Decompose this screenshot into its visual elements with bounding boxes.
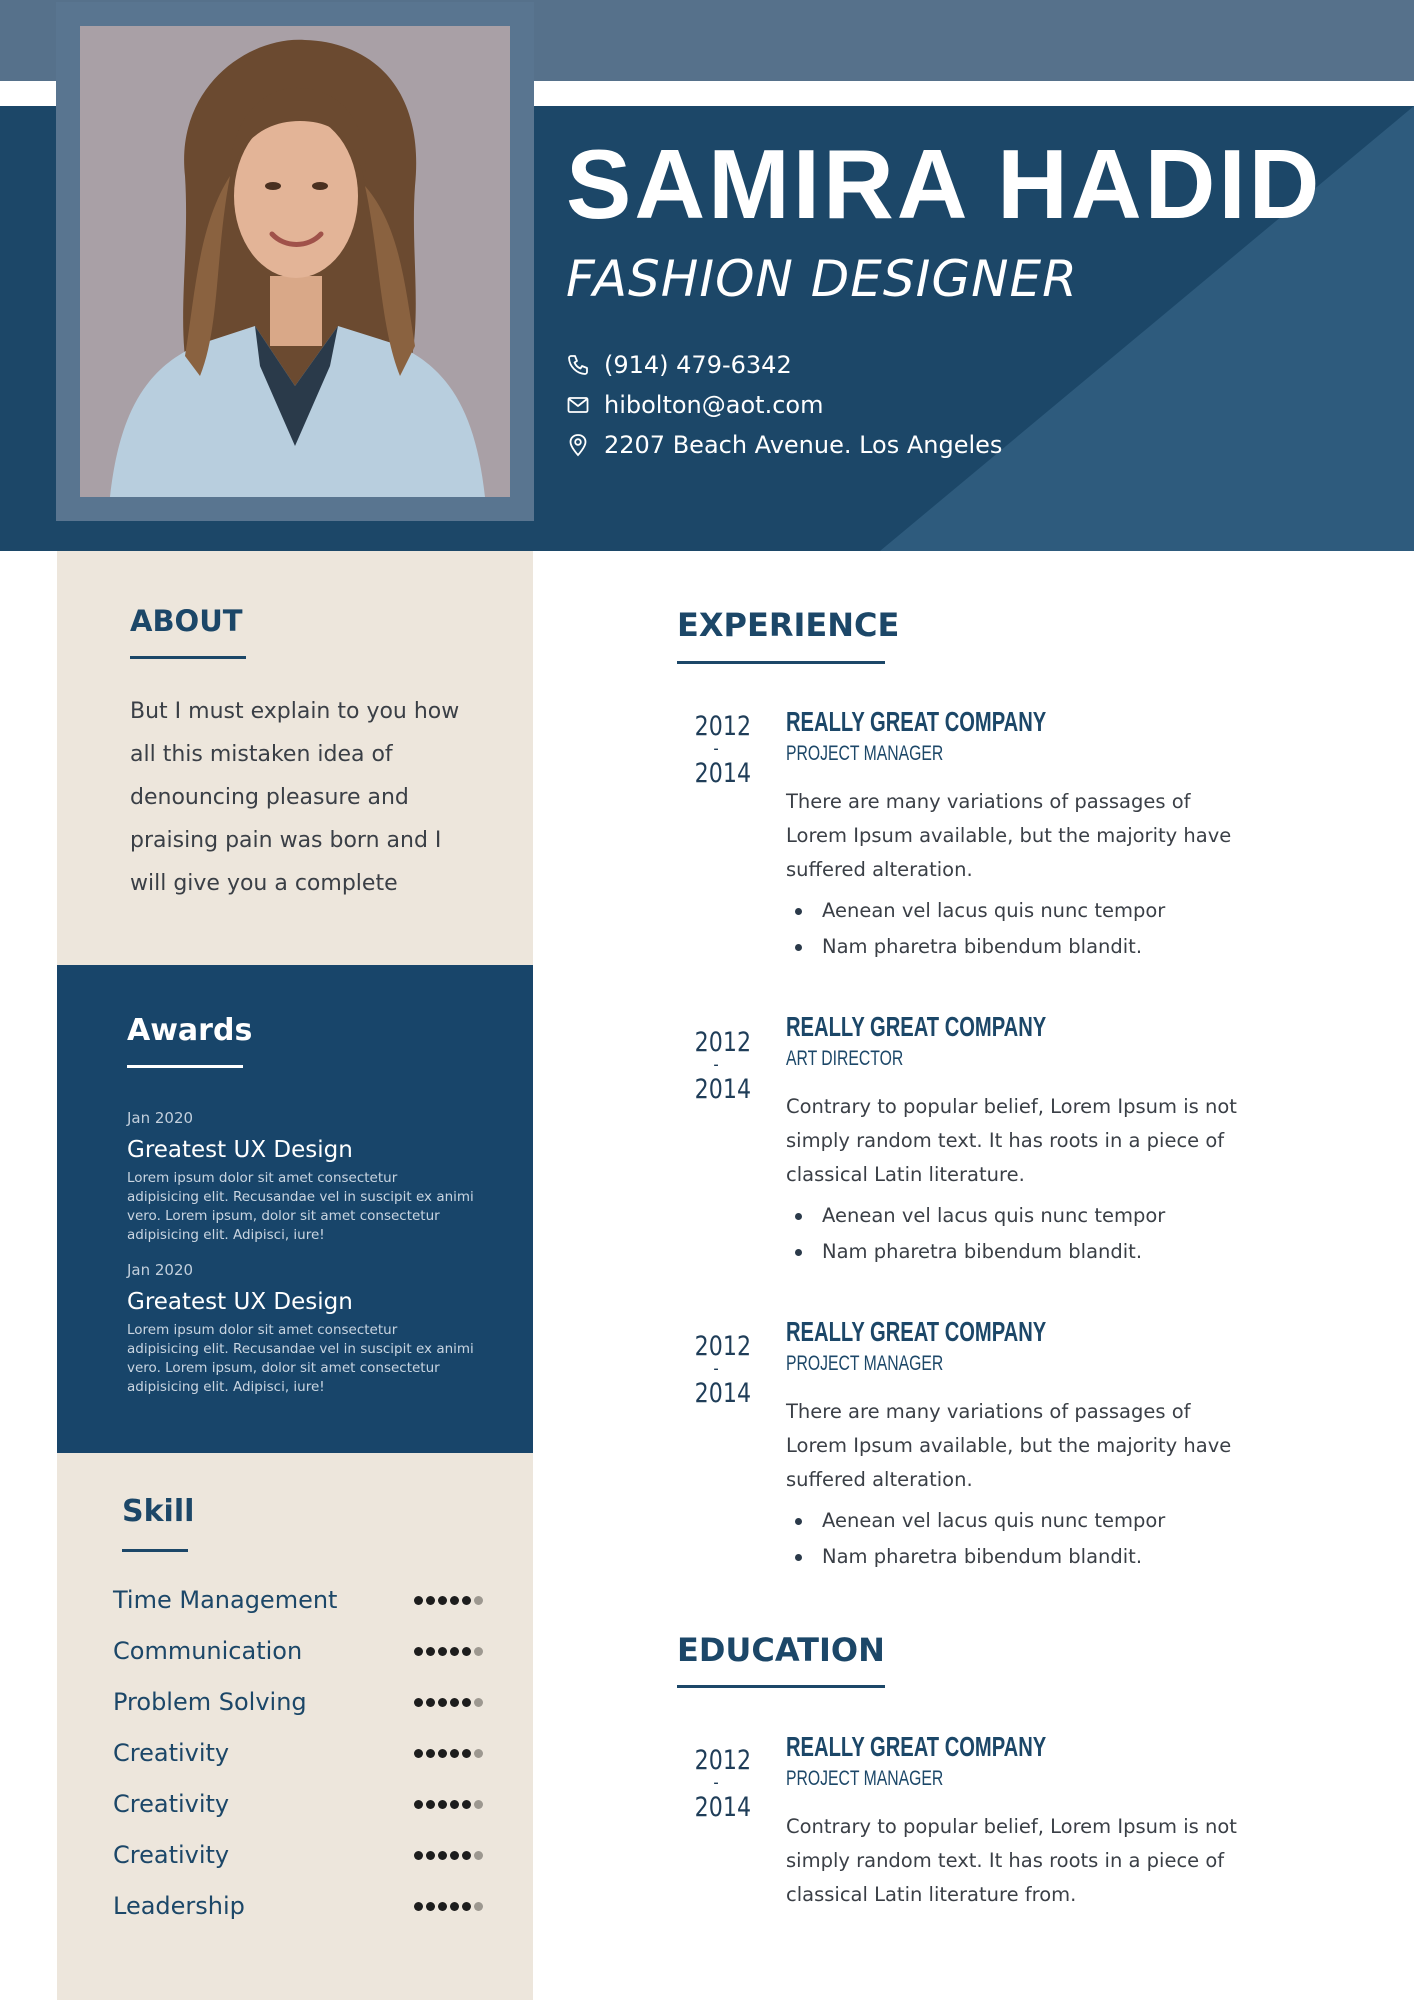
year-start: 2012: [694, 1745, 752, 1776]
rating-dot-filled: [438, 1902, 447, 1911]
rating-dot-filled: [414, 1698, 423, 1707]
rating-dot-filled: [450, 1698, 459, 1707]
company-name: REALLY GREAT COMPANY: [786, 706, 1047, 737]
skill-rating: [414, 1851, 483, 1860]
description-line: suffered alteration.: [786, 858, 973, 881]
job-bullets: [786, 893, 1246, 965]
skill-row: [113, 1837, 483, 1873]
rating-dot-filled: [414, 1596, 423, 1605]
candidate-role: FASHION DESIGNER: [566, 250, 1078, 308]
job-description: [786, 785, 1246, 887]
rating-dot-filled: [438, 1851, 447, 1860]
rating-dot-filled: [438, 1800, 447, 1809]
year-separator: -: [713, 738, 719, 759]
rating-dot-filled: [462, 1800, 471, 1809]
year-end: 2014: [694, 758, 752, 789]
job-position: ART DIRECTOR: [786, 1047, 904, 1070]
mail-icon: [566, 393, 590, 417]
skill-rating: [414, 1647, 483, 1656]
description-line: Lorem Ipsum available, but the majority have: [786, 824, 1232, 847]
skill-name: Creativity: [113, 1841, 230, 1869]
rating-dot-filled: [426, 1749, 435, 1758]
rating-dot-filled: [426, 1596, 435, 1605]
about-line: will give you a complete: [130, 871, 398, 896]
description-line: There are many variations of passages of: [786, 790, 1191, 813]
description-line: There are many variations of passages of: [786, 1400, 1191, 1423]
contact-address: [566, 428, 1002, 462]
rating-dot-filled: [450, 1800, 459, 1809]
experience-heading: EXPERIENCE: [677, 606, 900, 644]
experience-years: [694, 1027, 752, 1105]
skill-name: Creativity: [113, 1790, 230, 1818]
contact-phone: [566, 348, 792, 382]
skill-row: [113, 1684, 483, 1720]
description-line: simply random text. It has roots in a piece of: [786, 1849, 1225, 1872]
rating-dot-filled: [462, 1647, 471, 1656]
rating-dot-filled: [450, 1749, 459, 1758]
rating-dot-filled: [462, 1596, 471, 1605]
rating-dot-empty: [474, 1800, 483, 1809]
education-position: PROJECT MANAGER: [786, 1767, 944, 1790]
skill-rating: [414, 1749, 483, 1758]
phone-text[interactable]: (914) 479-6342: [604, 351, 792, 379]
rating-dot-filled: [414, 1800, 423, 1809]
description-line: suffered alteration.: [786, 1468, 973, 1491]
year-separator: -: [713, 1772, 719, 1793]
description-line: Contrary to popular belief, Lorem Ipsum is not: [786, 1095, 1237, 1118]
award-date: Jan 2020: [127, 1261, 194, 1279]
rating-dot-empty: [474, 1749, 483, 1758]
job-description: [786, 1395, 1246, 1497]
award-desc-line: vero. Lorem ipsum, dolor sit amet consectetur: [127, 1360, 440, 1376]
rating-dot-filled: [450, 1647, 459, 1656]
bullet-item: Nam pharetra bibendum blandit.: [786, 1539, 1246, 1575]
award-desc-line: adipisicing elit. Recusandae vel in suscipit ex animi: [127, 1189, 474, 1205]
bullet-item: Nam pharetra bibendum blandit.: [786, 1234, 1246, 1270]
skill-rating: [414, 1902, 483, 1911]
rating-dot-filled: [462, 1749, 471, 1758]
rating-dot-empty: [474, 1902, 483, 1911]
year-end: 2014: [694, 1792, 752, 1823]
rating-dot-filled: [450, 1851, 459, 1860]
rating-dot-filled: [438, 1647, 447, 1656]
rating-dot-filled: [450, 1902, 459, 1911]
skill-row: [113, 1582, 483, 1618]
skill-heading: Skill: [122, 1494, 195, 1529]
contact-email: [566, 388, 823, 422]
rating-dot-filled: [426, 1851, 435, 1860]
award-desc-line: adipisicing elit. Adipisci, iure!: [127, 1227, 325, 1243]
skill-rating: [414, 1698, 483, 1707]
skill-name: Time Management: [113, 1586, 338, 1614]
skill-rating: [414, 1800, 483, 1809]
skill-row: [113, 1786, 483, 1822]
rating-dot-empty: [474, 1698, 483, 1707]
about-heading: ABOUT: [130, 604, 243, 638]
award-desc-line: vero. Lorem ipsum, dolor sit amet consectetur: [127, 1208, 440, 1224]
rating-dot-filled: [450, 1596, 459, 1605]
job-bullets: [786, 1503, 1246, 1575]
about-text: [130, 690, 470, 905]
location-pin-icon: [566, 433, 590, 457]
year-start: 2012: [694, 1331, 752, 1362]
year-separator: -: [713, 1054, 719, 1075]
skill-rating: [414, 1596, 483, 1605]
bullet-item: Aenean vel lacus quis nunc tempor: [786, 893, 1246, 929]
experience-years: [694, 1331, 752, 1409]
experience-heading-underline: [677, 661, 885, 664]
rating-dot-filled: [414, 1851, 423, 1860]
award-date: Jan 2020: [127, 1109, 194, 1127]
award-item: [127, 1109, 487, 1245]
rating-dot-filled: [438, 1596, 447, 1605]
award-title: Greatest UX Design: [127, 1289, 353, 1315]
awards-heading-underline: [127, 1065, 243, 1068]
rating-dot-filled: [426, 1647, 435, 1656]
rating-dot-filled: [462, 1698, 471, 1707]
skill-name: Problem Solving: [113, 1688, 307, 1716]
experience-entry: [786, 1011, 1246, 1270]
rating-dot-filled: [462, 1851, 471, 1860]
rating-dot-empty: [474, 1647, 483, 1656]
job-position: PROJECT MANAGER: [786, 742, 944, 765]
year-end: 2014: [694, 1074, 752, 1105]
bullet-item: Aenean vel lacus quis nunc tempor: [786, 1198, 1246, 1234]
skill-name: Communication: [113, 1637, 303, 1665]
award-desc-line: Lorem ipsum dolor sit amet consectetur: [127, 1322, 398, 1338]
award-desc-line: adipisicing elit. Adipisci, iure!: [127, 1379, 325, 1395]
about-line: all this mistaken idea of: [130, 742, 393, 767]
award-description: [127, 1169, 487, 1245]
institution-name: REALLY GREAT COMPANY: [786, 1731, 1047, 1762]
about-line: denouncing pleasure and: [130, 785, 409, 810]
rating-dot-filled: [438, 1698, 447, 1707]
description-line: simply random text. It has roots in a piece of: [786, 1129, 1225, 1152]
about-heading-underline: [130, 656, 246, 659]
rating-dot-filled: [426, 1800, 435, 1809]
award-title: Greatest UX Design: [127, 1137, 353, 1163]
skill-name: Leadership: [113, 1892, 245, 1920]
rating-dot-filled: [426, 1902, 435, 1911]
description-line: Contrary to popular belief, Lorem Ipsum is not: [786, 1815, 1237, 1838]
award-description: [127, 1321, 487, 1397]
education-heading: EDUCATION: [677, 1631, 885, 1669]
rating-dot-filled: [462, 1902, 471, 1911]
skill-heading-underline: [122, 1549, 188, 1552]
rating-dot-filled: [438, 1749, 447, 1758]
year-start: 2012: [694, 1027, 752, 1058]
award-item: [127, 1261, 487, 1397]
phone-icon: [566, 353, 590, 377]
award-desc-line: Lorem ipsum dolor sit amet consectetur: [127, 1170, 398, 1186]
skill-name: Creativity: [113, 1739, 230, 1767]
description-line: Lorem Ipsum available, but the majority have: [786, 1434, 1232, 1457]
experience-years: [694, 711, 752, 789]
job-position: PROJECT MANAGER: [786, 1352, 944, 1375]
rating-dot-empty: [474, 1596, 483, 1605]
year-end: 2014: [694, 1378, 752, 1409]
description-line: classical Latin literature from.: [786, 1883, 1077, 1906]
job-description: [786, 1090, 1246, 1192]
award-desc-line: adipisicing elit. Recusandae vel in suscipit ex animi: [127, 1341, 474, 1357]
education-description: [786, 1810, 1246, 1912]
profile-photo: [80, 26, 510, 497]
rating-dot-filled: [426, 1698, 435, 1707]
education-years: [694, 1745, 752, 1823]
education-heading-underline: [677, 1685, 885, 1688]
education-entry: [786, 1731, 1246, 1912]
company-name: REALLY GREAT COMPANY: [786, 1011, 1047, 1042]
skill-row: [113, 1735, 483, 1771]
company-name: REALLY GREAT COMPANY: [786, 1316, 1047, 1347]
bullet-item: Aenean vel lacus quis nunc tempor: [786, 1503, 1246, 1539]
candidate-name: SAMIRA HADID: [566, 129, 1323, 239]
rating-dot-filled: [414, 1647, 423, 1656]
address-text: 2207 Beach Avenue. Los Angeles: [604, 431, 1003, 459]
experience-entry: [786, 1316, 1246, 1575]
description-line: classical Latin literature.: [786, 1163, 1025, 1186]
rating-dot-filled: [414, 1749, 423, 1758]
rating-dot-empty: [474, 1851, 483, 1860]
about-line: But I must explain to you how: [130, 699, 460, 724]
skill-row: [113, 1888, 483, 1924]
awards-heading: Awards: [127, 1013, 253, 1048]
skill-row: [113, 1633, 483, 1669]
job-bullets: [786, 1198, 1246, 1270]
email-text[interactable]: hibolton@aot.com: [604, 391, 824, 419]
bullet-item: Nam pharetra bibendum blandit.: [786, 929, 1246, 965]
rating-dot-filled: [414, 1902, 423, 1911]
year-separator: -: [713, 1358, 719, 1379]
year-start: 2012: [694, 711, 752, 742]
about-line: praising pain was born and I: [130, 828, 442, 853]
experience-entry: [786, 706, 1246, 965]
